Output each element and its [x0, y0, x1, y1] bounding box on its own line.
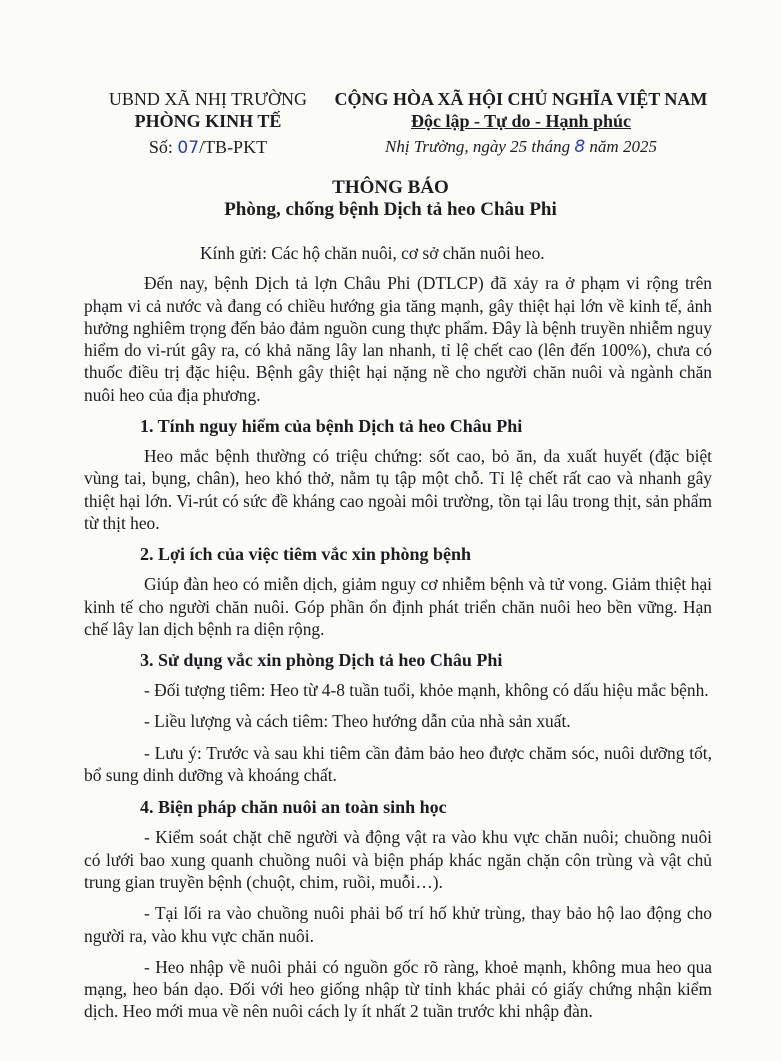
section-heading-1: 1. Tính nguy hiểm của bệnh Dịch tả heo Châu Phi — [140, 416, 523, 437]
number-value: 07 — [177, 138, 200, 158]
salutation: Kính gửi: Các hộ chăn nuôi, cơ sở chăn nuôi heo. — [200, 243, 545, 263]
document-number — [92, 136, 324, 159]
issue-date — [326, 136, 716, 158]
date-prefix: Nhị Trường, ngày 25 tháng — [385, 137, 575, 156]
motto — [326, 110, 716, 132]
section-3-item: - Lưu ý: Trước và sau khi tiêm cần đảm bảo heo được chăm sóc, nuôi dưỡng tốt, bổ sung dinh dưỡng và khoáng chất. — [84, 742, 712, 786]
number-suffix: /TB-PKT — [199, 137, 268, 157]
section-4-item: - Tại lối ra vào chuồng nuôi phải bố trí hố khử trùng, thay bảo hộ lao động cho người ra, vào khu vực chăn nuôi. — [84, 903, 712, 946]
section-heading-4: 4. Biện pháp chăn nuôi an toàn sinh học — [140, 797, 447, 818]
intro-paragraph: Đến nay, bệnh Dịch tả lợn Châu Phi (DTLCP) đã xảy ra ở phạm vi rộng trên phạm vi cả nước và đang có chiều hướng gia tăng mạnh, gây thiệt hại lớn về kinh tế, ảnh hưởng nghiêm trọng đến bảo đảm nguồn cung thực phẩm. Đây là bệnh truyền nhiễm nguy hiểm do vi-rút gây ra, có khả năng lây lan nhanh, tỉ lệ chết cao (lên đến 100%), chưa có thuốc điều trị đặc hiệu. Bệnh gây thiệt hại nặng nề cho người chăn nuôi và ngành chăn nuôi heo của địa phương. — [84, 273, 712, 405]
document-title: THÔNG BÁO — [332, 177, 449, 198]
national-block — [326, 88, 716, 158]
section-4-item: - Heo nhập về nuôi phải có nguồn gốc rõ ràng, khoẻ mạnh, không mua heo qua mạng, heo bán dạo. Đối với heo giống nhập từ tỉnh khác phải có giấy chứng nhận kiểm dịch. Heo mới mua về nên nuôi cách ly ít nhất 2 tuần trước khi nhập đàn. — [84, 956, 712, 1022]
section-heading-2: 2. Lợi ích của việc tiêm vắc xin phòng bệnh — [140, 544, 471, 565]
document-subtitle: Phòng, chống bệnh Dịch tả heo Châu Phi — [224, 199, 557, 220]
date-month: 8 — [574, 137, 586, 157]
agency-name: UBND XÃ NHỊ TRƯỜNG — [108, 89, 308, 109]
motto-text: Độc lập - Tự do - Hạnh phúc — [410, 111, 632, 131]
section-4-item: - Kiểm soát chặt chẽ người và động vật ra vào khu vực chăn nuôi; chuồng nuôi có lưới bao xung quanh chuồng nuôi và biện pháp khác ngăn chặn côn trùng và vật chủ trung gian truyền bệnh (chuột, chim, ruồi, muỗi…). — [84, 827, 712, 892]
section-3-item: - Liều lượng và cách tiêm: Theo hướng dẫn của nhà sản xuất. — [144, 711, 571, 732]
date-suffix: năm 2025 — [585, 137, 657, 156]
section-3-item: - Đối tượng tiêm: Heo từ 4-8 tuần tuổi, khỏe mạnh, không có dấu hiệu mắc bệnh. — [144, 680, 709, 701]
number-prefix: Số: — [148, 137, 178, 157]
document-body — [84, 242, 712, 1032]
agency-block — [92, 88, 324, 159]
section-heading-3: 3. Sử dụng vắc xin phòng Dịch tả heo Châu Phi — [140, 650, 503, 671]
national-title: CỘNG HÒA XÃ HỘI CHỦ NGHĨA VIỆT NAM — [334, 89, 708, 109]
section-2-paragraph: Giúp đàn heo có miễn dịch, giảm nguy cơ nhiễm bệnh và tử vong. Giảm thiệt hại kinh tế cho người chăn nuôi. Góp phần ổn định phát triển chăn nuôi heo bền vững. Hạn chế lây lan dịch bệnh ra diện rộng. — [84, 574, 712, 639]
section-1-paragraph: Heo mắc bệnh thường có triệu chứng: sốt cao, bỏ ăn, da xuất huyết (đặc biệt vùng tai, bụng, chân), heo khó thở, nằm tụ tập một chỗ. Tỉ lệ chết rất cao và nhanh gây thiệt hại lớn. Vi-rút có sức đề kháng cao ngoài môi trường, tồn tại lâu trong thịt, sản phẩm từ thịt heo. — [84, 446, 712, 533]
department-name: PHÒNG KINH TẾ — [134, 111, 282, 131]
